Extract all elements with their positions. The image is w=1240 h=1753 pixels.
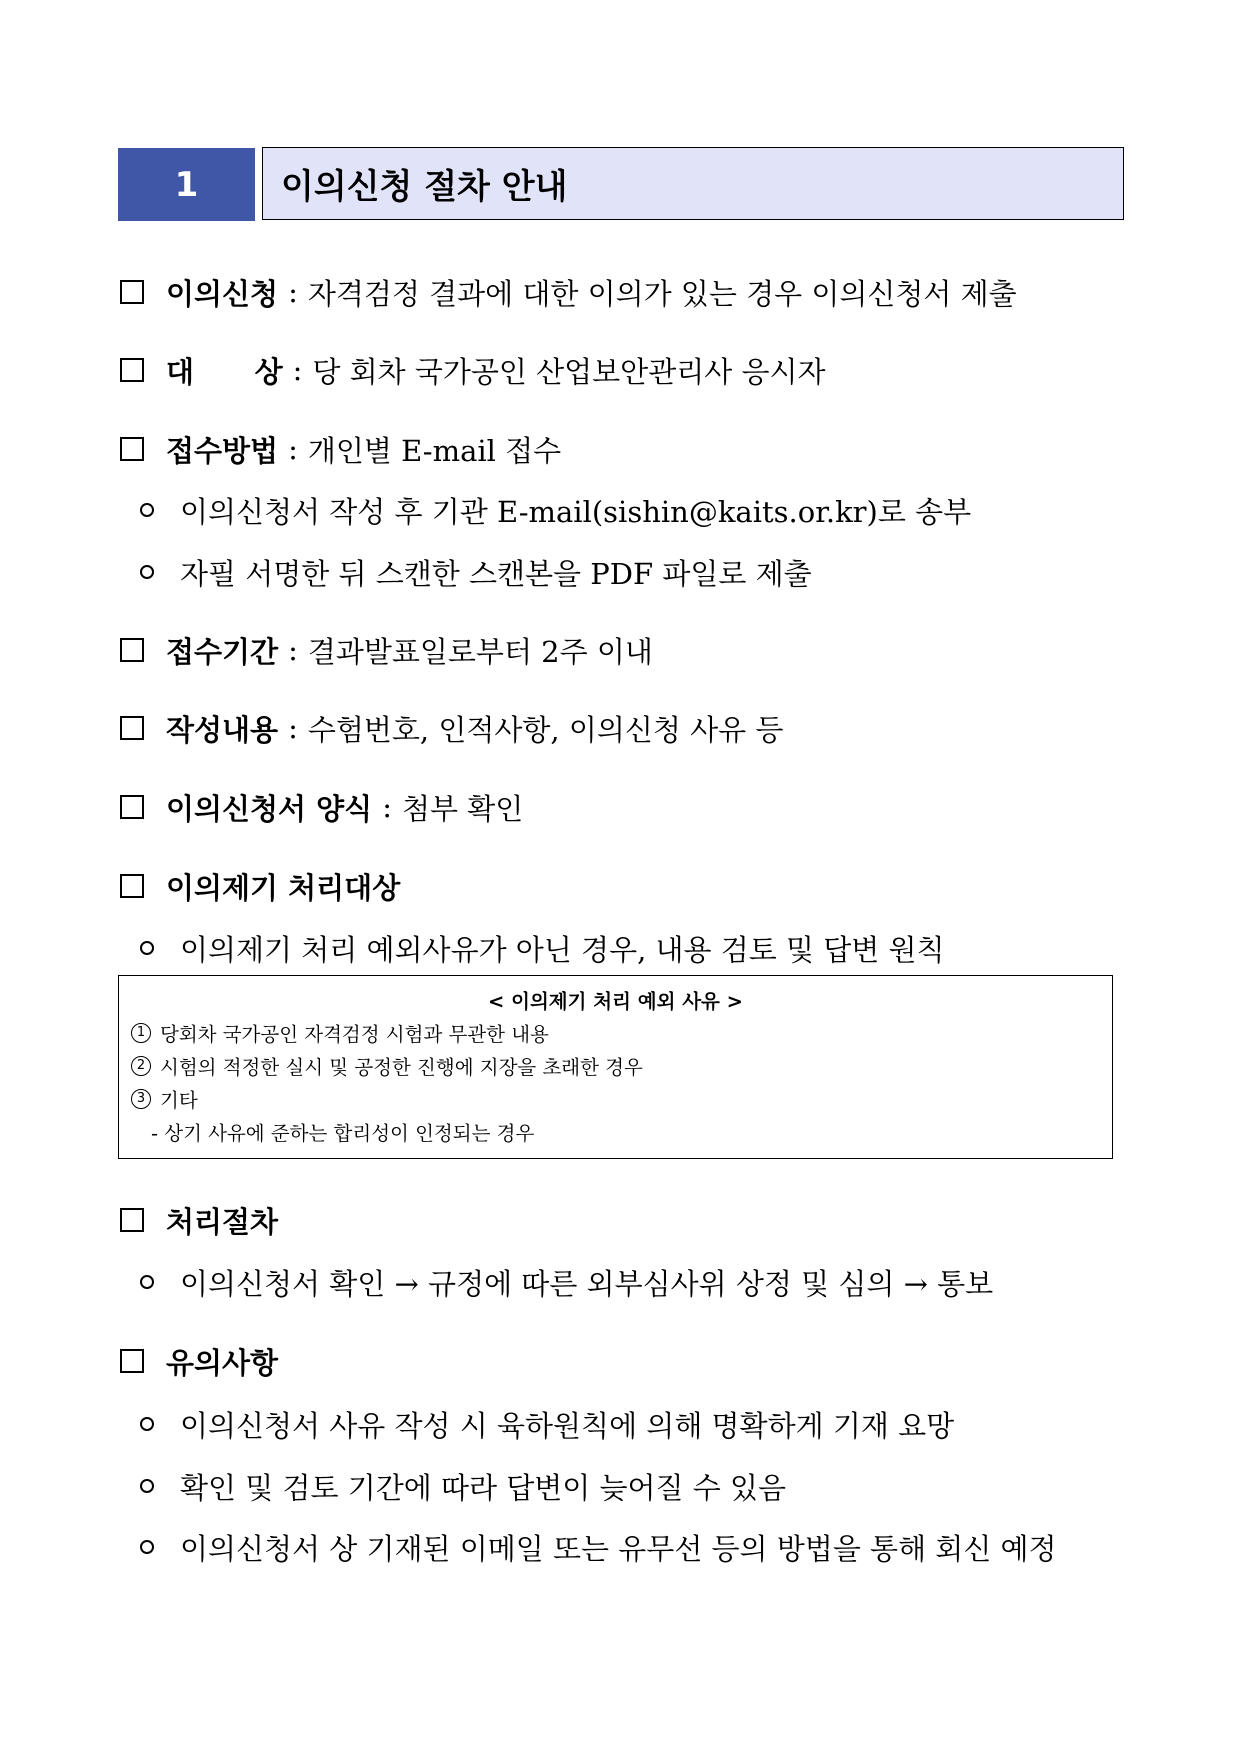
item-apply bbox=[120, 272, 1017, 312]
item-separator: : bbox=[382, 790, 392, 824]
item-scope bbox=[120, 866, 400, 906]
item-separator: : bbox=[292, 353, 303, 387]
sub-item bbox=[140, 490, 971, 530]
item-label: 유의사항 bbox=[166, 1345, 279, 1380]
item-text: 결과발표일로부터 2주 이내 bbox=[307, 634, 653, 669]
item-form bbox=[120, 787, 523, 827]
checkbox-square-icon bbox=[120, 874, 144, 898]
sub-item-text: 자필 서명한 뒤 스캔한 스캔본을 PDF 파일로 제출 bbox=[180, 556, 812, 591]
checkbox-square-icon bbox=[120, 638, 144, 662]
item-separator: : bbox=[288, 633, 298, 667]
item-text: 첨부 확인 bbox=[401, 791, 524, 826]
sub-item bbox=[140, 1262, 993, 1302]
sub-item bbox=[140, 552, 812, 592]
item-text: 수험번호, 인적사항, 이의신청 사유 등 bbox=[307, 712, 784, 747]
exception-box bbox=[118, 975, 1113, 1159]
sub-item-text: 이의신청서 확인 → 규정에 따른 외부심사위 상정 및 심의 → 통보 bbox=[180, 1266, 994, 1301]
circle-bullet-icon bbox=[140, 503, 154, 517]
section-number: 1 bbox=[118, 148, 255, 221]
exception-text: 기타 bbox=[160, 1088, 198, 1112]
item-text: 자격검정 결과에 대한 이의가 있는 경우 이의신청서 제출 bbox=[307, 276, 1017, 311]
circled-number: 2 bbox=[131, 1056, 151, 1076]
circle-bullet-icon bbox=[140, 1479, 154, 1493]
sub-item bbox=[140, 928, 945, 968]
circle-bullet-icon bbox=[140, 565, 154, 579]
item-procedure bbox=[120, 1200, 278, 1240]
item-notes bbox=[120, 1341, 278, 1381]
item-label: 이의신청서 양식 bbox=[166, 791, 373, 826]
checkbox-square-icon bbox=[120, 280, 144, 304]
item-method bbox=[120, 429, 561, 469]
checkbox-square-icon bbox=[120, 795, 144, 819]
circled-number: 1 bbox=[131, 1023, 151, 1043]
item-separator: : bbox=[288, 275, 298, 309]
circle-bullet-icon bbox=[140, 941, 154, 955]
sub-item bbox=[140, 1466, 786, 1506]
exception-title: < 이의제기 처리 예외 사유 > bbox=[488, 990, 743, 1013]
item-label: 처리절차 bbox=[166, 1204, 279, 1239]
sub-item-text: 이의신청서 사유 작성 시 육하원칙에 의해 명확하게 기재 요망 bbox=[180, 1408, 955, 1443]
item-text: 개인별 E-mail 접수 bbox=[307, 433, 562, 468]
sub-item-text: 확인 및 검토 기간에 따라 답변이 늦어질 수 있음 bbox=[180, 1470, 787, 1505]
item-separator: : bbox=[288, 711, 298, 745]
item-label: 이의신청 bbox=[166, 276, 279, 311]
checkbox-square-icon bbox=[120, 1349, 144, 1373]
circle-bullet-icon bbox=[140, 1417, 154, 1431]
sub-item bbox=[140, 1404, 954, 1444]
checkbox-square-icon bbox=[120, 1208, 144, 1232]
section-title: 이의신청 절차 안내 bbox=[262, 147, 1124, 220]
checkbox-square-icon bbox=[120, 716, 144, 740]
exception-text: 당회차 국가공인 자격검정 시험과 무관한 내용 bbox=[160, 1022, 549, 1046]
item-label: 접수기간 bbox=[166, 634, 279, 669]
circled-number: 3 bbox=[131, 1089, 151, 1109]
sub-item-text: 이의신청서 작성 후 기관 E-mail(sishin@kaits.or.kr)로 송부 bbox=[180, 494, 972, 529]
exception-text: 시험의 적정한 실시 및 공정한 진행에 지장을 초래한 경우 bbox=[160, 1055, 643, 1079]
item-label: 이의제기 처리대상 bbox=[166, 870, 401, 905]
sub-item-text: 이의제기 처리 예외사유가 아닌 경우, 내용 검토 및 답변 원칙 bbox=[180, 932, 945, 967]
checkbox-square-icon bbox=[120, 437, 144, 461]
exception-line bbox=[119, 1082, 1112, 1115]
item-target bbox=[120, 350, 826, 390]
item-content bbox=[120, 708, 783, 748]
circle-bullet-icon bbox=[140, 1540, 154, 1554]
item-separator: : bbox=[288, 432, 298, 466]
item-label: 작성내용 bbox=[166, 712, 279, 747]
item-label: 대 상 bbox=[166, 354, 283, 389]
item-text: 당 회차 국가공인 산업보안관리사 응시자 bbox=[312, 354, 826, 389]
sub-item-text: 이의신청서 상 기재된 이메일 또는 유무선 등의 방법을 통해 회신 예정 bbox=[180, 1531, 1057, 1566]
circle-bullet-icon bbox=[140, 1275, 154, 1289]
exception-sub-line: - 상기 사유에 준하는 합리성이 인정되는 경우 bbox=[151, 1121, 535, 1145]
sub-item bbox=[140, 1527, 1057, 1567]
checkbox-square-icon bbox=[120, 358, 144, 382]
exception-line bbox=[119, 1049, 1112, 1082]
item-label: 접수방법 bbox=[166, 433, 279, 468]
item-period bbox=[120, 630, 653, 670]
exception-line bbox=[119, 1016, 1112, 1049]
